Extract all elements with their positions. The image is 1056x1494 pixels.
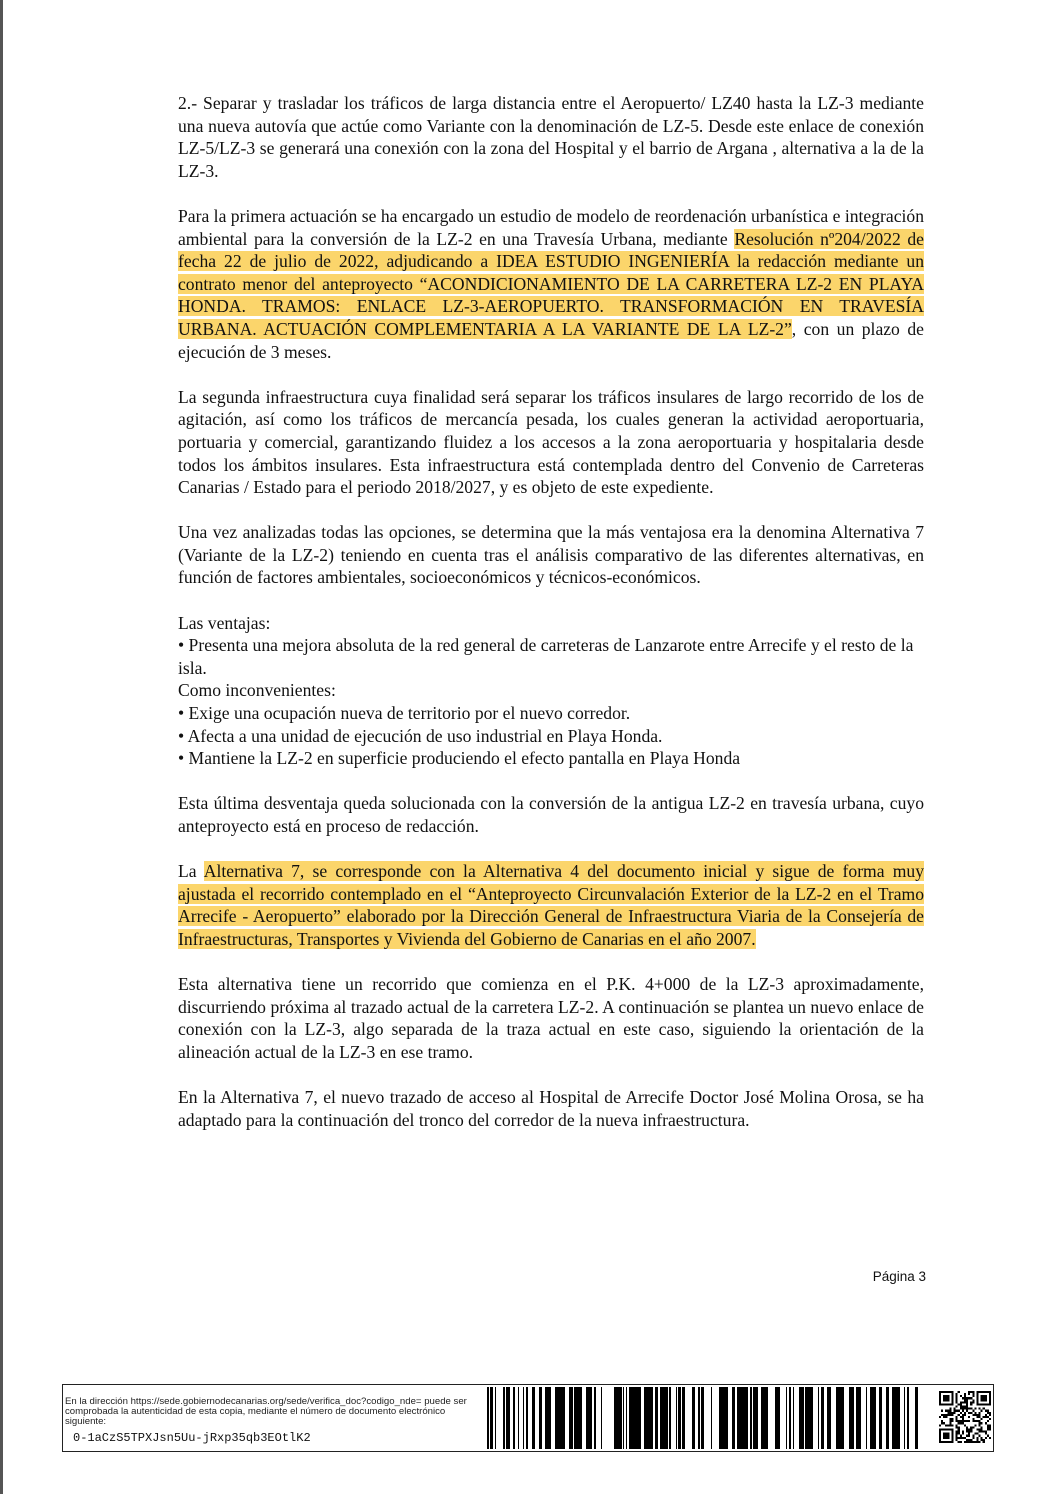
advantage-item: • Presenta una mejora absoluta de la red general de carreteras de Lanzarote entre Arrecife y el resto de la isla. [178, 635, 914, 678]
highlighted-alternative-7: Alternativa 7, se corresponde con la Alternativa 4 del documento inicial y sigue de forma muy ajustada el recorrido contemplado en el “Anteproyecto Circunvalación Exterior de la LZ-2 en el Tramo Arrecife - Aeropuerto” elaborado por la Dirección General de Infraestructura Viaria de la Consejería de Infraestructuras, Transportes y Vivienda del Gobierno de Canarias en el año 2007. [178, 861, 925, 949]
paragraph-6 [178, 860, 924, 950]
paragraph-2-end: , con un plazo de ejecución de 3 meses. [178, 318, 924, 362]
paragraph-3: La segunda infraestructura cuya finalidad será separar los tráficos insulares de largo recorrido de los de agitación, así como los tráficos de mercancía pesada, los cuales generan la actividad aeroportuaria, portuaria y comercial, garantizando fluidez a los accesos a la zona aeroportuaria y hospitalaria desde todos los ámbitos insulares. Esta infraestructura está contemplada dentro del Convenio de Carreteras Canarias / Estado para el periodo 2018/2027, y es objeto de este expediente. [178, 386, 924, 498]
verification-text: En la dirección https://sede.gobiernodecanarias.org/sede/verifica_doc?codigo_nde= puede ser comprobada la autenticidad de esta copia, mediante el número de documento electrónico siguiente: [65, 1396, 467, 1427]
paragraph-5: Esta última desventaja queda solucionada con la conversión de la antigua LZ-2 en travesía urbana, cuyo anteproyecto está en proceso de redacción. [178, 793, 924, 836]
highlighted-resolution: Resolución nº204/2022 de fecha 22 de julio de 2022, adjudicando a IDEA ESTUDIO INGENIERÍA la redacción mediante un contrato menor del anteproyecto “ACONDICIONAMIENTO DE LA CARRETERA LZ-2 EN PLAYA HONDA. TRAMOS: ENLACE LZ-3-AEROPUERTO. TRANSFORMACIÓN EN TRAVESÍA URBANA. ACTUACIÓN COMPLEMENTARIA A LA VARIANTE DE LA LZ-2” [178, 228, 924, 339]
paragraph-1: 2.- Separar y trasladar los tráficos de larga distancia entre el Aeropuerto/ LZ40 hasta la LZ-3 mediante una nueva autovía que actúe como Variante con la denominación de LZ-5. Desde este enlace de conexión LZ-5/LZ-3 se generará una conexión con la zona del Hospital y el barrio de Argana , alternativa a la de la LZ-3. [178, 93, 924, 181]
disadvantage-item: • Mantiene la LZ-2 en superficie produciendo el efecto pantalla en Playa Honda [178, 748, 741, 769]
disadvantages-heading: Como inconvenientes: [178, 680, 336, 701]
disadvantage-item: • Exige una ocupación nueva de territorio por el nuevo corredor. [178, 703, 631, 724]
verification-footer [62, 1384, 994, 1452]
paragraph-4: Una vez analizadas todas las opciones, se determina que la más ventajosa era la denomina Alternativa 7 (Variante de la LZ-2) teniendo en cuenta tras el análisis comparativo de las diferentes alternativas, en función de factores ambientales, socioeconómicos y técnicos-económicos. [178, 522, 924, 588]
document-code: 0-1aCzS5TPXJsn5Uu-jRxp35qb3EOtlK2 [73, 1431, 311, 1445]
barcode-icon [487, 1387, 921, 1449]
paragraph-6-intro: La [178, 861, 204, 882]
page-edge [0, 0, 3, 1494]
advantages-heading: Las ventajas: [178, 612, 271, 633]
paragraph-2 [178, 205, 924, 363]
page-number: Página 3 [872, 1269, 926, 1284]
paragraph-2-intro: Para la primera actuación se ha encargado un estudio de modelo de reordenación urbanística e integración ambiental para la conversión de la LZ-2 en una Travesía Urbana, mediante [178, 205, 924, 249]
paragraph-8: En la Alternativa 7, el nuevo trazado de acceso al Hospital de Arrecife Doctor José Molina Orosa, se ha adaptado para la continuación del tronco del corredor de la nueva infraestructura. [178, 1087, 924, 1130]
paragraph-7: Esta alternativa tiene un recorrido que comienza en el P.K. 4+000 de la LZ-3 aproximadamente, discurriendo próxima al trazado actual de la carretera LZ-2. A continuación se plantea un nuevo enlace de conexión con la LZ-3, algo separada de la traza actual en este caso, siguiendo la orientación de la alineación actual de la LZ-3 en ese tramo. [178, 974, 924, 1062]
document-body [178, 92, 924, 1154]
qr-code-icon [939, 1391, 991, 1443]
advantages-disadvantages-list [178, 612, 924, 770]
disadvantage-item: • Afecta a una unidad de ejecución de uso industrial en Playa Honda. [178, 725, 663, 746]
